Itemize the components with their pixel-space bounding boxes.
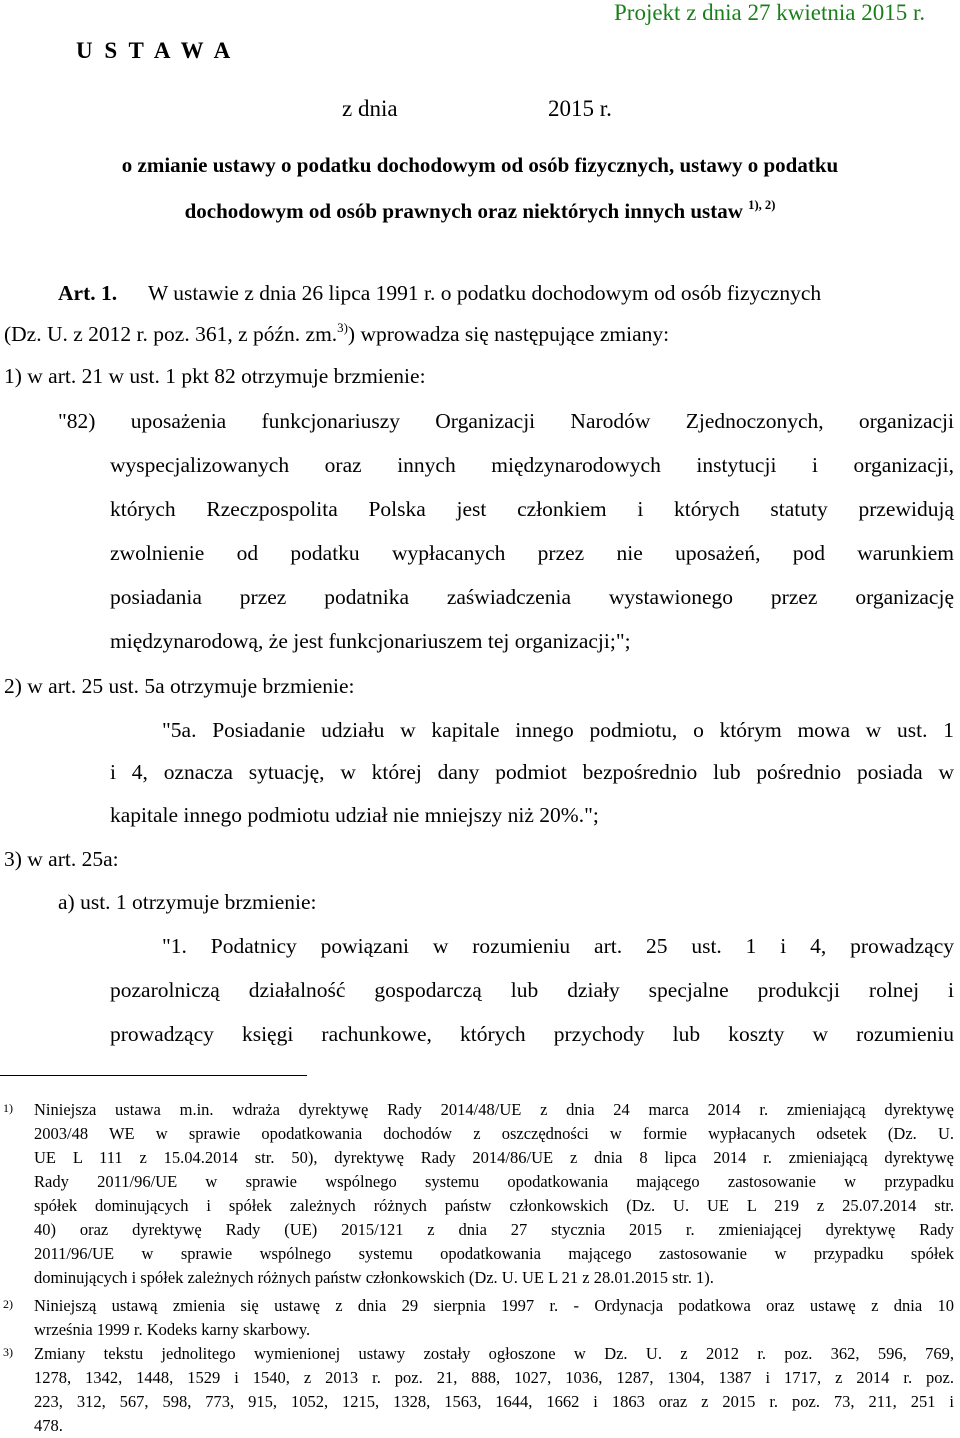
- subtitle-line-1: o zmianie ustawy o podatku dochodowym od osób fizycznych, ustawy o podatku: [121, 153, 839, 177]
- point-2-intro: 2) w art. 25 ust. 5a otrzymuje brzmienie:: [4, 674, 355, 698]
- subtitle-line-2: [0, 199, 960, 224]
- footnote-3-line: 1278, 1342, 1448, 1529 i 1540, z 2013 r. poz. 21, 888, 1027, 1036, 1287, 1304, 1387 i 1717, z 2014 r. poz.: [34, 1368, 954, 1387]
- footnote-separator: [0, 1075, 307, 1076]
- article-1-line-2-prefix: (Dz. U. z 2012 r. poz. 361, z późn. zm.: [4, 322, 338, 346]
- point-3a-text-line: prowadzący księgi rachunkowe, których przychody lub koszty w rozumieniu: [110, 1022, 954, 1046]
- draft-label: Projekt z dnia 27 kwietnia 2015 r.: [614, 0, 926, 25]
- point-3a-text-line: pozarolniczą działalność gospodarczą lub działy specjalne produkcji rolnej i: [110, 978, 954, 1002]
- article-1-heading: [58, 281, 117, 306]
- date-year: 2015 r.: [548, 96, 612, 121]
- footnote-3-line: Zmiany tekstu jednolitego wymienionej ustawy zostały ogłoszone w Dz. U. z 2012 r. poz. 362, 596, 769,: [34, 1344, 954, 1363]
- point-1-text-line: międzynarodową, że jest funkcjonariuszem tej organizacji;";: [110, 629, 631, 653]
- article-1-line-2-suffix: ) wprowadza się następujące zmiany:: [347, 322, 670, 346]
- footnote-1-line: UE L 111 z 15.04.2014 str. 50), dyrektywę Rady 2014/86/UE z dnia 8 lipca 2014 r. zmieniającą dyrektywę: [34, 1148, 954, 1167]
- point-3-intro: 3) w art. 25a:: [4, 847, 119, 871]
- article-label: Art. 1.: [58, 281, 118, 305]
- footnote-2-line: września 1999 r. Kodeks karny skarbowy.: [34, 1320, 311, 1339]
- point-2-text-line: "5a. Posiadanie udziału w kapitale innego podmiotu, o którym mowa w ust. 1: [162, 718, 954, 742]
- footnote-2-line: Niniejszą ustawą zmienia się ustawę z dnia 29 sierpnia 1997 r. - Ordynacja podatkowa oraz ustawę z dnia 10: [34, 1296, 954, 1315]
- article-1-line-2: [4, 322, 669, 347]
- date-prefix: z dnia: [342, 96, 398, 121]
- article-1-footnote-ref: 3): [337, 320, 348, 335]
- footnote-3-line: 478.: [34, 1416, 63, 1435]
- footnote-3-number: 3): [3, 1345, 13, 1359]
- point-1-text-line: których Rzeczpospolita Polska jest członkiem i których statuty przewidują: [110, 497, 954, 521]
- footnote-1-line: 2003/48 WE w sprawie opodatkowania dochodów z oszczędności w formie wypłacanych odsetek (Dz. U.: [34, 1124, 954, 1143]
- point-3a-text-line: "1. Podatnicy powiązani w rozumieniu art. 25 ust. 1 i 4, prowadzący: [162, 934, 954, 958]
- point-1-text-line: posiadania przez podatnika zaświadczenia wystawionego przez organizację: [110, 585, 954, 609]
- footnote-1-line: Rady 2011/96/UE w sprawie wspólnego systemu opodatkowania mającego zastosowanie w przypadku: [34, 1172, 954, 1191]
- document-title: U S T A W A: [76, 38, 234, 63]
- subtitle-line-2-text: dochodowym od osób prawnych oraz niektórych innych ustaw: [184, 199, 743, 223]
- point-1-text-line: zwolnienie od podatku wypłacanych przez nie uposażeń, pod warunkiem: [110, 541, 954, 565]
- footnote-3-line: 223, 312, 567, 598, 773, 915, 1052, 1215, 1328, 1563, 1644, 1662 i 1863 oraz z 2015 r. poz. 73, 211, 251 i: [34, 1392, 954, 1411]
- footnote-1-number: 1): [3, 1101, 13, 1115]
- footnote-2-number: 2): [3, 1297, 13, 1311]
- footnote-1-line: dominujących i spółek zależnych różnych państw członkowskich (Dz. U. UE L 21 z 28.01.2015 str. 1).: [34, 1268, 714, 1287]
- point-2-text-line: kapitale innego podmiotu udział nie mniejszy niż 20%.";: [110, 803, 599, 827]
- point-3a-intro: a) ust. 1 otrzymuje brzmienie:: [58, 890, 317, 914]
- article-1-line-1: W ustawie z dnia 26 lipca 1991 r. o podatku dochodowym od osób fizycznych: [148, 281, 822, 305]
- point-2-text-line: i 4, oznacza sytuację, w której dany podmiot bezpośrednio lub pośrednio posiada w: [110, 760, 954, 784]
- footnote-1-line: Niniejsza ustawa m.in. wdraża dyrektywę Rady 2014/48/UE z dnia 24 marca 2014 r. zmieniającą dyrektywę: [34, 1100, 954, 1119]
- footnote-1-line: 2011/96/UE w sprawie wspólnego systemu opodatkowania mającego zastosowanie w przypadku spółek: [34, 1244, 954, 1263]
- point-1-intro: 1) w art. 21 w ust. 1 pkt 82 otrzymuje brzmienie:: [4, 364, 426, 388]
- point-1-text-line: wyspecjalizowanych oraz innych międzynarodowych instytucji i organizacji,: [110, 453, 954, 477]
- footnote-1-line: 40) oraz dyrektywę Rady (UE) 2015/121 z dnia 27 stycznia 2015 r. zmieniającej dyrektywę Rady: [34, 1220, 954, 1239]
- footnote-1-line: spółek dominujących i spółek zależnych różnych państw członkowskich (Dz. U. UE L 219 z 25.07.2014 str.: [34, 1196, 954, 1215]
- subtitle-footnote-refs: 1), 2): [748, 198, 776, 213]
- point-1-text-line: "82) uposażenia funkcjonariuszy Organizacji Narodów Zjednoczonych, organizacji: [58, 409, 954, 433]
